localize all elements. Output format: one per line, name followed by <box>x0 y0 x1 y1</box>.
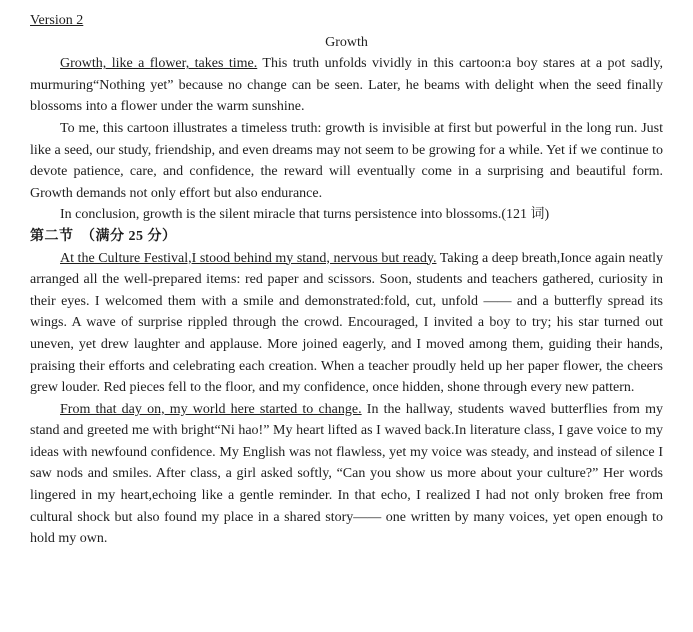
underlined-lead-sentence: At the Culture Festival,I stood behind my stand, nervous but ready. <box>60 250 437 266</box>
paragraph-text: Taking a deep breath,Ionce again neatly arranged all the well-prepared items: red paper and scissors. Soon, students and teachers gathered, curiosity in their eyes. I welcomed them with a smile and demonstrated:fold, cut, unfold —— and a butterfly spread its wings. A wave of surprise rippled through the crowd. Encouraged, I invited a boy to try; his star turned out uneven, yet drew laughter and applause. More joined eagerly, and I moved among them, guiding their hands, praising their efforts and celebrating each creation. When a teacher proudly held up her paper flower, the cheers grew louder. Red pieces fell to the floor, and my confidence, once hidden, shone through every new pattern. <box>30 250 663 396</box>
essay-paragraph-2 <box>30 118 663 204</box>
section-paragraph-1 <box>30 248 663 399</box>
version-label <box>30 10 663 32</box>
essay-paragraph-1 <box>30 53 663 118</box>
paragraph-text: In the hallway, students waved butterflies from my stand and greeted me with bright“Ni hao!” My heart lifted as I waved back.In literature class, I gave voice to my ideas with newfound confidence. My English was not flawless, yet my voice was steady, and instead of silence I saw nods and smiles. After class, a girl asked softly, “Can you show us more about your culture?” Her words lingered in my heart,echoing like a gentle reminder. In that echo, I realized I had not only broken free from cultural shock but also found my place in a shared story—— one written by many voices, yet open enough to hold my own. <box>30 401 663 547</box>
paragraph-text: This truth unfolds vividly in this cartoon:a boy stares at a pot sadly, murmuring“Nothing yet” because no change can be seen. Later, he beams with delight when the seed finally blossoms into a flower under the warm sunshine. <box>30 56 663 115</box>
paragraph-text: In conclusion, growth is the silent miracle that turns persistence into blossoms.(121 词) <box>60 207 550 223</box>
underlined-lead-sentence: From that day on, my world here started to change. <box>60 401 362 417</box>
section-paragraph-2 <box>30 399 663 550</box>
essay-paragraph-3 <box>30 204 663 226</box>
paragraph-text: To me, this cartoon illustrates a timeless truth: growth is invisible at first but powerful in the long run. Just like a seed, our study, friendship, and even dreams may not seem to be growing for a while. Yet if we continue to devote patience, care, and confidence, the reward will eventually come in a surprising and beautiful form. Growth demands not only effort but also endurance. <box>30 120 663 201</box>
underlined-lead-sentence: Growth, like a flower, takes time. <box>60 56 258 72</box>
version-label-text: Version 2 <box>30 13 84 28</box>
essay-title: Growth <box>325 34 368 50</box>
section-heading: 第二节 （满分 25 分） <box>30 228 177 244</box>
